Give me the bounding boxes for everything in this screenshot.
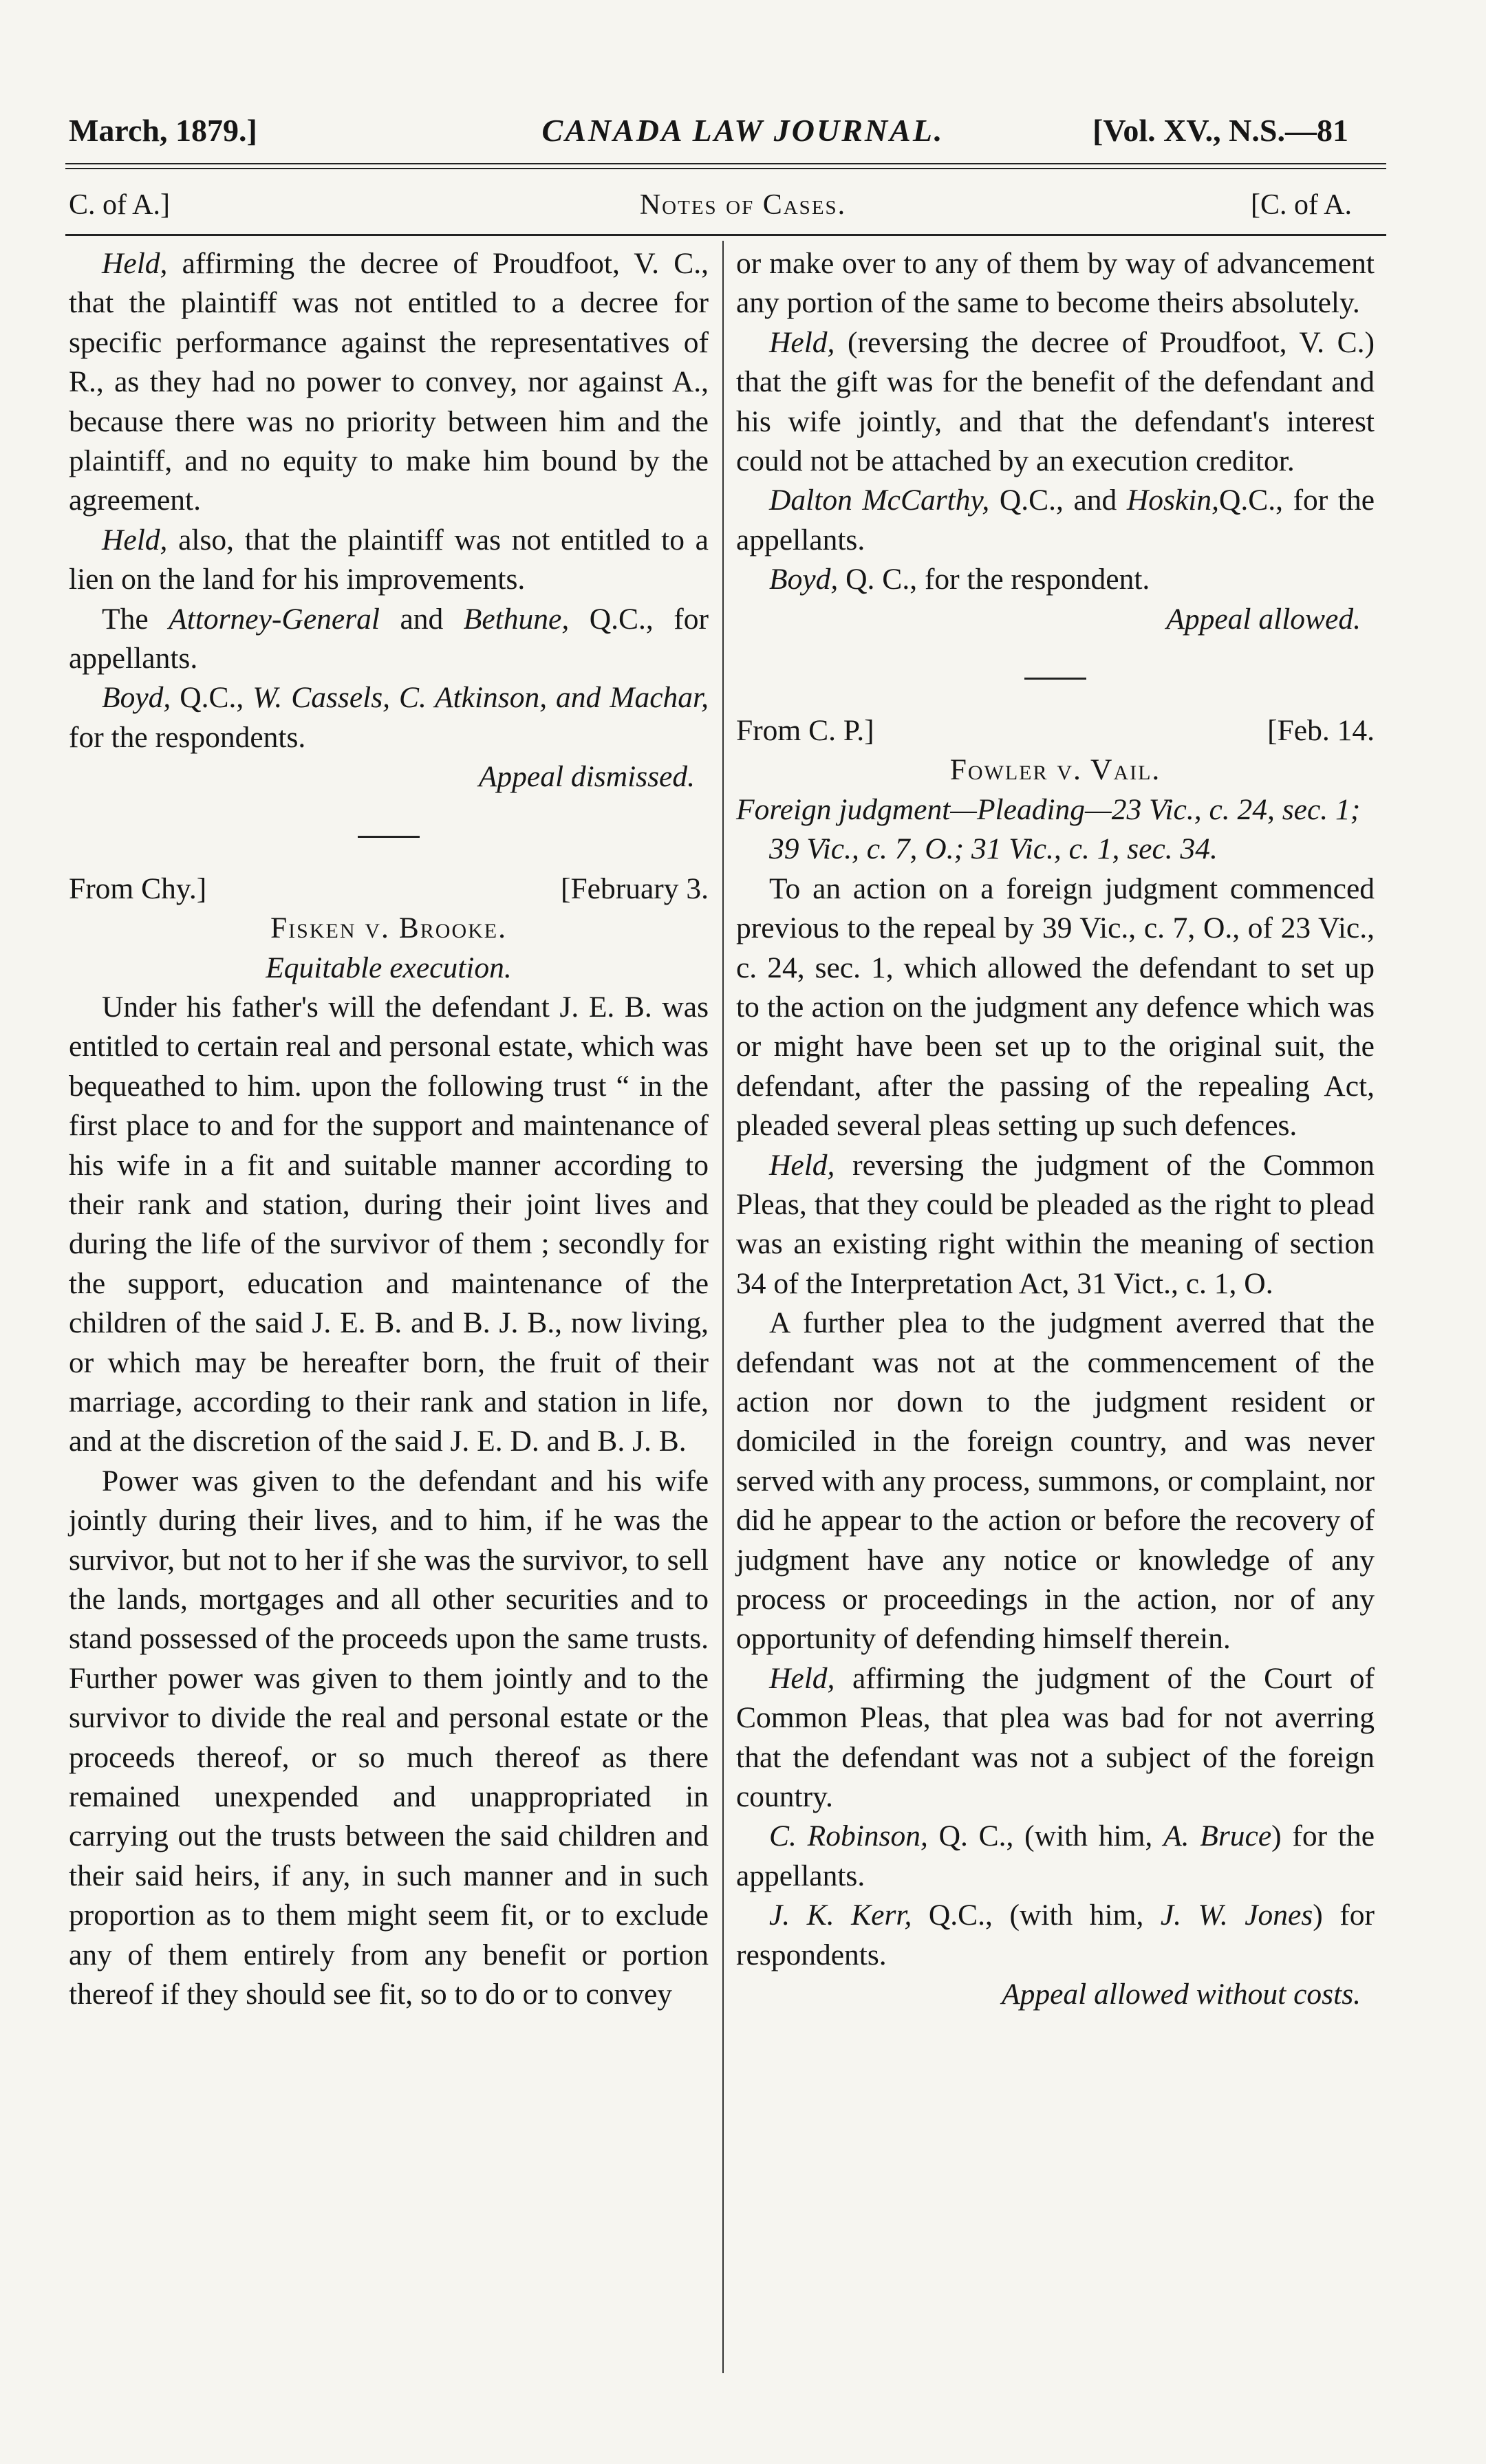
header-rule — [65, 163, 1386, 164]
counsel-name: Bethune, — [463, 602, 570, 636]
case-origin-line — [69, 869, 709, 909]
header-date: March, 1879.] — [69, 113, 257, 148]
held-text: affirming the decree of Proudfoot, V. C., that the plaintiff was not entitled to a decree for specific performance against the representatives of R., as they had no power to convey, nor against A., because there was no priority between him and the plaintiff, and no equity to make him bound by the agreement. — [69, 247, 709, 517]
held-text: (reversing the decree of Proudfoot, V. C.) that the gift was for the benefit of the defendant and his wife jointly, and that the defendant's interest could not be attached by an execution creditor. — [736, 325, 1375, 478]
held-paragraph — [736, 323, 1375, 482]
counsel-name: J. K. Kerr, — [769, 1899, 912, 1932]
subheader-rule — [65, 234, 1386, 236]
court-left: C. of A.] — [69, 189, 170, 221]
section-title: Notes of Cases. — [639, 189, 847, 221]
held-paragraph — [69, 244, 709, 521]
case-paragraph: A further plea to the judgment averred that the defendant was not at the commencement of the action nor down to the judgment resident or domiciled in the foreign country, and was never served with any process, summons, or complaint, nor did he appear to the action or before the recovery of judgment have any notice or knowledge of any process or proceedings in the action, nor of any opportunity of defending himself therein. — [736, 1306, 1375, 1656]
case-origin: From Chy.] — [69, 872, 207, 905]
case-title: Fisken v. Brooke. — [270, 911, 508, 945]
case-result: Appeal allowed. — [1166, 602, 1361, 636]
case-separator — [358, 836, 420, 838]
counsel-line: Boyd, Q. C., for the respondent. — [769, 563, 1150, 596]
case-result: Appeal dismissed. — [478, 760, 695, 794]
counsel-name: Boyd, — [102, 681, 171, 715]
case-origin-line — [736, 711, 1375, 750]
case-paragraph: Power was given to the defendant and his wife jointly during their lives, and to him, if he was the survivor, but not to her if she was the survivor, to sell the lands, mortgages and all other securities and to stand possessed of the proceeds upon the same trusts. Further power was given to them jointly and to the survivor to divide the real and personal estate or the proceeds thereof, or so much thereof as there remained unexpended and unappropriated in carrying out the trusts between the said children and their said heirs, if any, in such manner and in such proportion as to them might seem fit, or to exclude any of them entirely from any benefit or portion thereof if they should see fit, so to do or to convey — [69, 1464, 709, 2011]
held-paragraph — [69, 521, 709, 600]
held-text: affirming the judgment of the Court of Common Pleas, that plea was bad for not averring that the defendant was not a subject of the foreign country. — [736, 1661, 1375, 1814]
counsel-line: J. K. Kerr, Q.C., (with him, J. W. Jones) for respondents. — [736, 1899, 1375, 1971]
court-right: [C. of A. — [1251, 189, 1352, 221]
counsel-name: A. Bruce — [1163, 1819, 1272, 1853]
case-origin: From C. P.] — [736, 714, 874, 748]
column-divider — [722, 241, 724, 2373]
counsel-line: The Attorney-General and Bethune, Q.C., for appellants. — [69, 602, 709, 676]
volume-page-number: [Vol. XV., N.S.—81 — [1092, 113, 1348, 148]
held-paragraph — [736, 1146, 1375, 1304]
held-label: Held, — [769, 1148, 835, 1182]
held-label: Held, — [102, 247, 168, 280]
counsel-name: Hoskin, — [1126, 484, 1219, 517]
case-date: [Feb. 14. — [1267, 714, 1375, 748]
case-subject: Equitable execution. — [266, 951, 512, 984]
held-text: reversing the judgment of the Common Pleas, that they could be pleaded as the right to plead was an existing right within the meaning of section 34 of the Interpretation Act, 31 Vict., c. 1, O. — [736, 1148, 1375, 1300]
held-label: Held, — [769, 325, 835, 359]
case-subject: Foreign judgment—Pleading—23 Vic., c. 24, sec. 1; 39 Vic., c. 7, O.; 31 Vic., c. 1, sec. 34. — [736, 792, 1361, 866]
case-title: Fowler v. Vail. — [949, 753, 1161, 787]
case-paragraph: Under his father's will the defendant J. E. B. was entitled to certain real and personal estate, which was bequeathed to him. upon the following trust “ in the first place to and for the support and maintenance of his wife in a fit and suitable manner according to their rank and station, during their joint lives and during the life of the survivor of them ; secondly for the support, education and maintenance of the children of the said J. E. B. and B. J. B., now living, or which may be hereafter born, the fruit of their marriage, according to their rank and station in life, and at the discretion of the said J. E. D. and B. J. B. — [69, 990, 709, 1458]
counsel-name: Dalton McCarthy, — [769, 484, 990, 517]
case-paragraph: To an action on a foreign judgment commenced previous to the repeal by 39 Vic., c. 7, O., of 23 Vic., c. 24, sec. 1, which allowed the defendant to set up to the action on the judgment any defence which was or might have been set up to the original suit, the defendant, after the passing of the repealing Act, pleaded several pleas setting up such defences. — [736, 872, 1375, 1143]
case-separator — [1024, 678, 1086, 680]
counsel-line: Dalton McCarthy, Q.C., and Hoskin,Q.C., for the appellants. — [736, 484, 1375, 556]
left-column — [69, 244, 709, 2014]
journal-title: CANADA LAW JOURNAL. — [541, 113, 945, 148]
held-label: Held, — [102, 523, 168, 556]
counsel-name: Boyd, — [769, 563, 839, 596]
held-paragraph — [736, 1659, 1375, 1817]
held-label: Held, — [769, 1661, 835, 1695]
counsel-name: C. Robinson, — [769, 1819, 928, 1853]
case-paragraph: or make over to any of them by way of advancement any portion of the same to become theirs absolutely. — [736, 247, 1375, 320]
counsel-line: C. Robinson, Q. C., (with him, A. Bruce) for the appellants. — [736, 1819, 1375, 1892]
counsel-name: W. Cassels, C. Atkinson, and Machar, — [252, 681, 709, 715]
right-column — [736, 244, 1375, 2014]
case-date: [February 3. — [560, 872, 709, 905]
held-text: also, that the plaintiff was not entitled to a lien on the land for his improvements. — [69, 523, 709, 596]
counsel-line: Boyd, Q.C., W. Cassels, C. Atkinson, and Machar, for the respondents. — [69, 681, 709, 754]
case-result: Appeal allowed without costs. — [1002, 1978, 1361, 2011]
counsel-name: Attorney-General — [169, 602, 380, 636]
header-rule-double — [65, 168, 1386, 169]
counsel-name: J. W. Jones — [1160, 1899, 1313, 1932]
